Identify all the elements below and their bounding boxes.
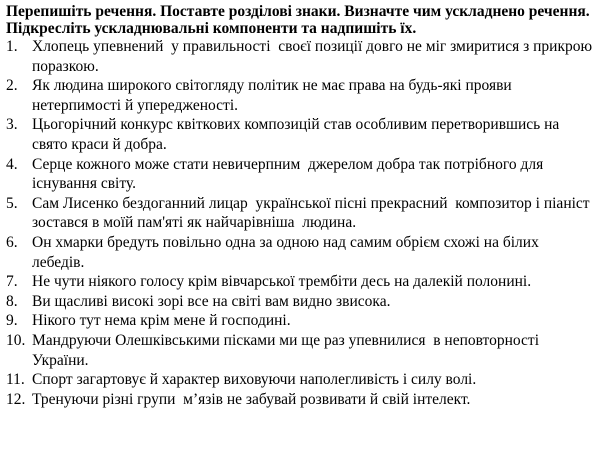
- list-item: [6, 155, 594, 194]
- list-item: [6, 194, 594, 233]
- sentence-text: Спорт загартовує й характер виховуючи наполегливість і силу волі.: [32, 371, 477, 389]
- list-item: [6, 390, 594, 410]
- list-item: [6, 233, 594, 272]
- task-instructions: Перепишіть речення. Поставте розділові знаки. Визначте чим ускладнено речення. Підкресліть ускладнювальні компоненти та надпишіть їх.: [6, 3, 590, 37]
- item-number: 3.: [6, 116, 18, 134]
- sentence-text: Он хмарки бредуть повільно одна за одною над самим обрієм схожі на білих лебедів.: [32, 233, 543, 271]
- sentence-text: Серце кожного може стати невичерпним джерелом добра так потрібного для існування світу.: [32, 155, 548, 193]
- item-number: 7.: [6, 273, 18, 291]
- sentence-list: [6, 37, 594, 409]
- item-number: 4.: [6, 155, 18, 173]
- item-number: 6.: [6, 233, 18, 251]
- sentence-text: Нікого тут нема крім мене й господині.: [32, 312, 291, 330]
- item-number: 9.: [6, 312, 18, 330]
- list-item: [6, 115, 594, 154]
- sentence-text: Як людина широкого світогляду політик не має права на будь-які прояви нетерпимості й упередженості.: [32, 77, 516, 114]
- sentence-text: Сам Лисенко бездоганний лицар української пісні прекрасний композитор і піаніст зостався в моїй пам'яті як найчарівніша людина.: [32, 194, 594, 232]
- sentence-text: Тренуючи різні групи м’язів не забувай розвивати й свій інтелект.: [32, 390, 471, 408]
- sentence-text: Ви щасливі високі зорі все на світі вам видно звисока.: [32, 292, 391, 310]
- list-item: [6, 331, 594, 370]
- list-item: [6, 272, 594, 292]
- item-number: 10.: [6, 331, 26, 349]
- list-item: [6, 37, 594, 76]
- item-number: 5.: [6, 194, 18, 212]
- item-number: 11.: [6, 371, 25, 389]
- list-item: [6, 311, 594, 331]
- sentence-text: Мандруючи Олешківськими пісками ми ще раз упевнилися в неповторності України.: [32, 331, 543, 369]
- sentence-text: Не чути ніякого голосу крім вівчарської трембіти десь на далекій полонині.: [32, 273, 532, 291]
- item-number: 2.: [6, 77, 18, 95]
- sentence-text: Хлопець упевнений у правильності своєї позиції довго не міг змиритися з прикрою поразкою.: [32, 38, 596, 75]
- sentence-text: Цьогорічний конкурс квіткових композицій став особливим перетворившись на свято краси й добра.: [32, 116, 564, 153]
- list-item: [6, 370, 594, 390]
- list-item: [6, 292, 594, 312]
- item-number: 8.: [6, 292, 18, 310]
- item-number: 1.: [6, 38, 18, 55]
- item-number: 12.: [6, 390, 26, 408]
- list-item: [6, 76, 594, 115]
- document-page: [6, 3, 594, 409]
